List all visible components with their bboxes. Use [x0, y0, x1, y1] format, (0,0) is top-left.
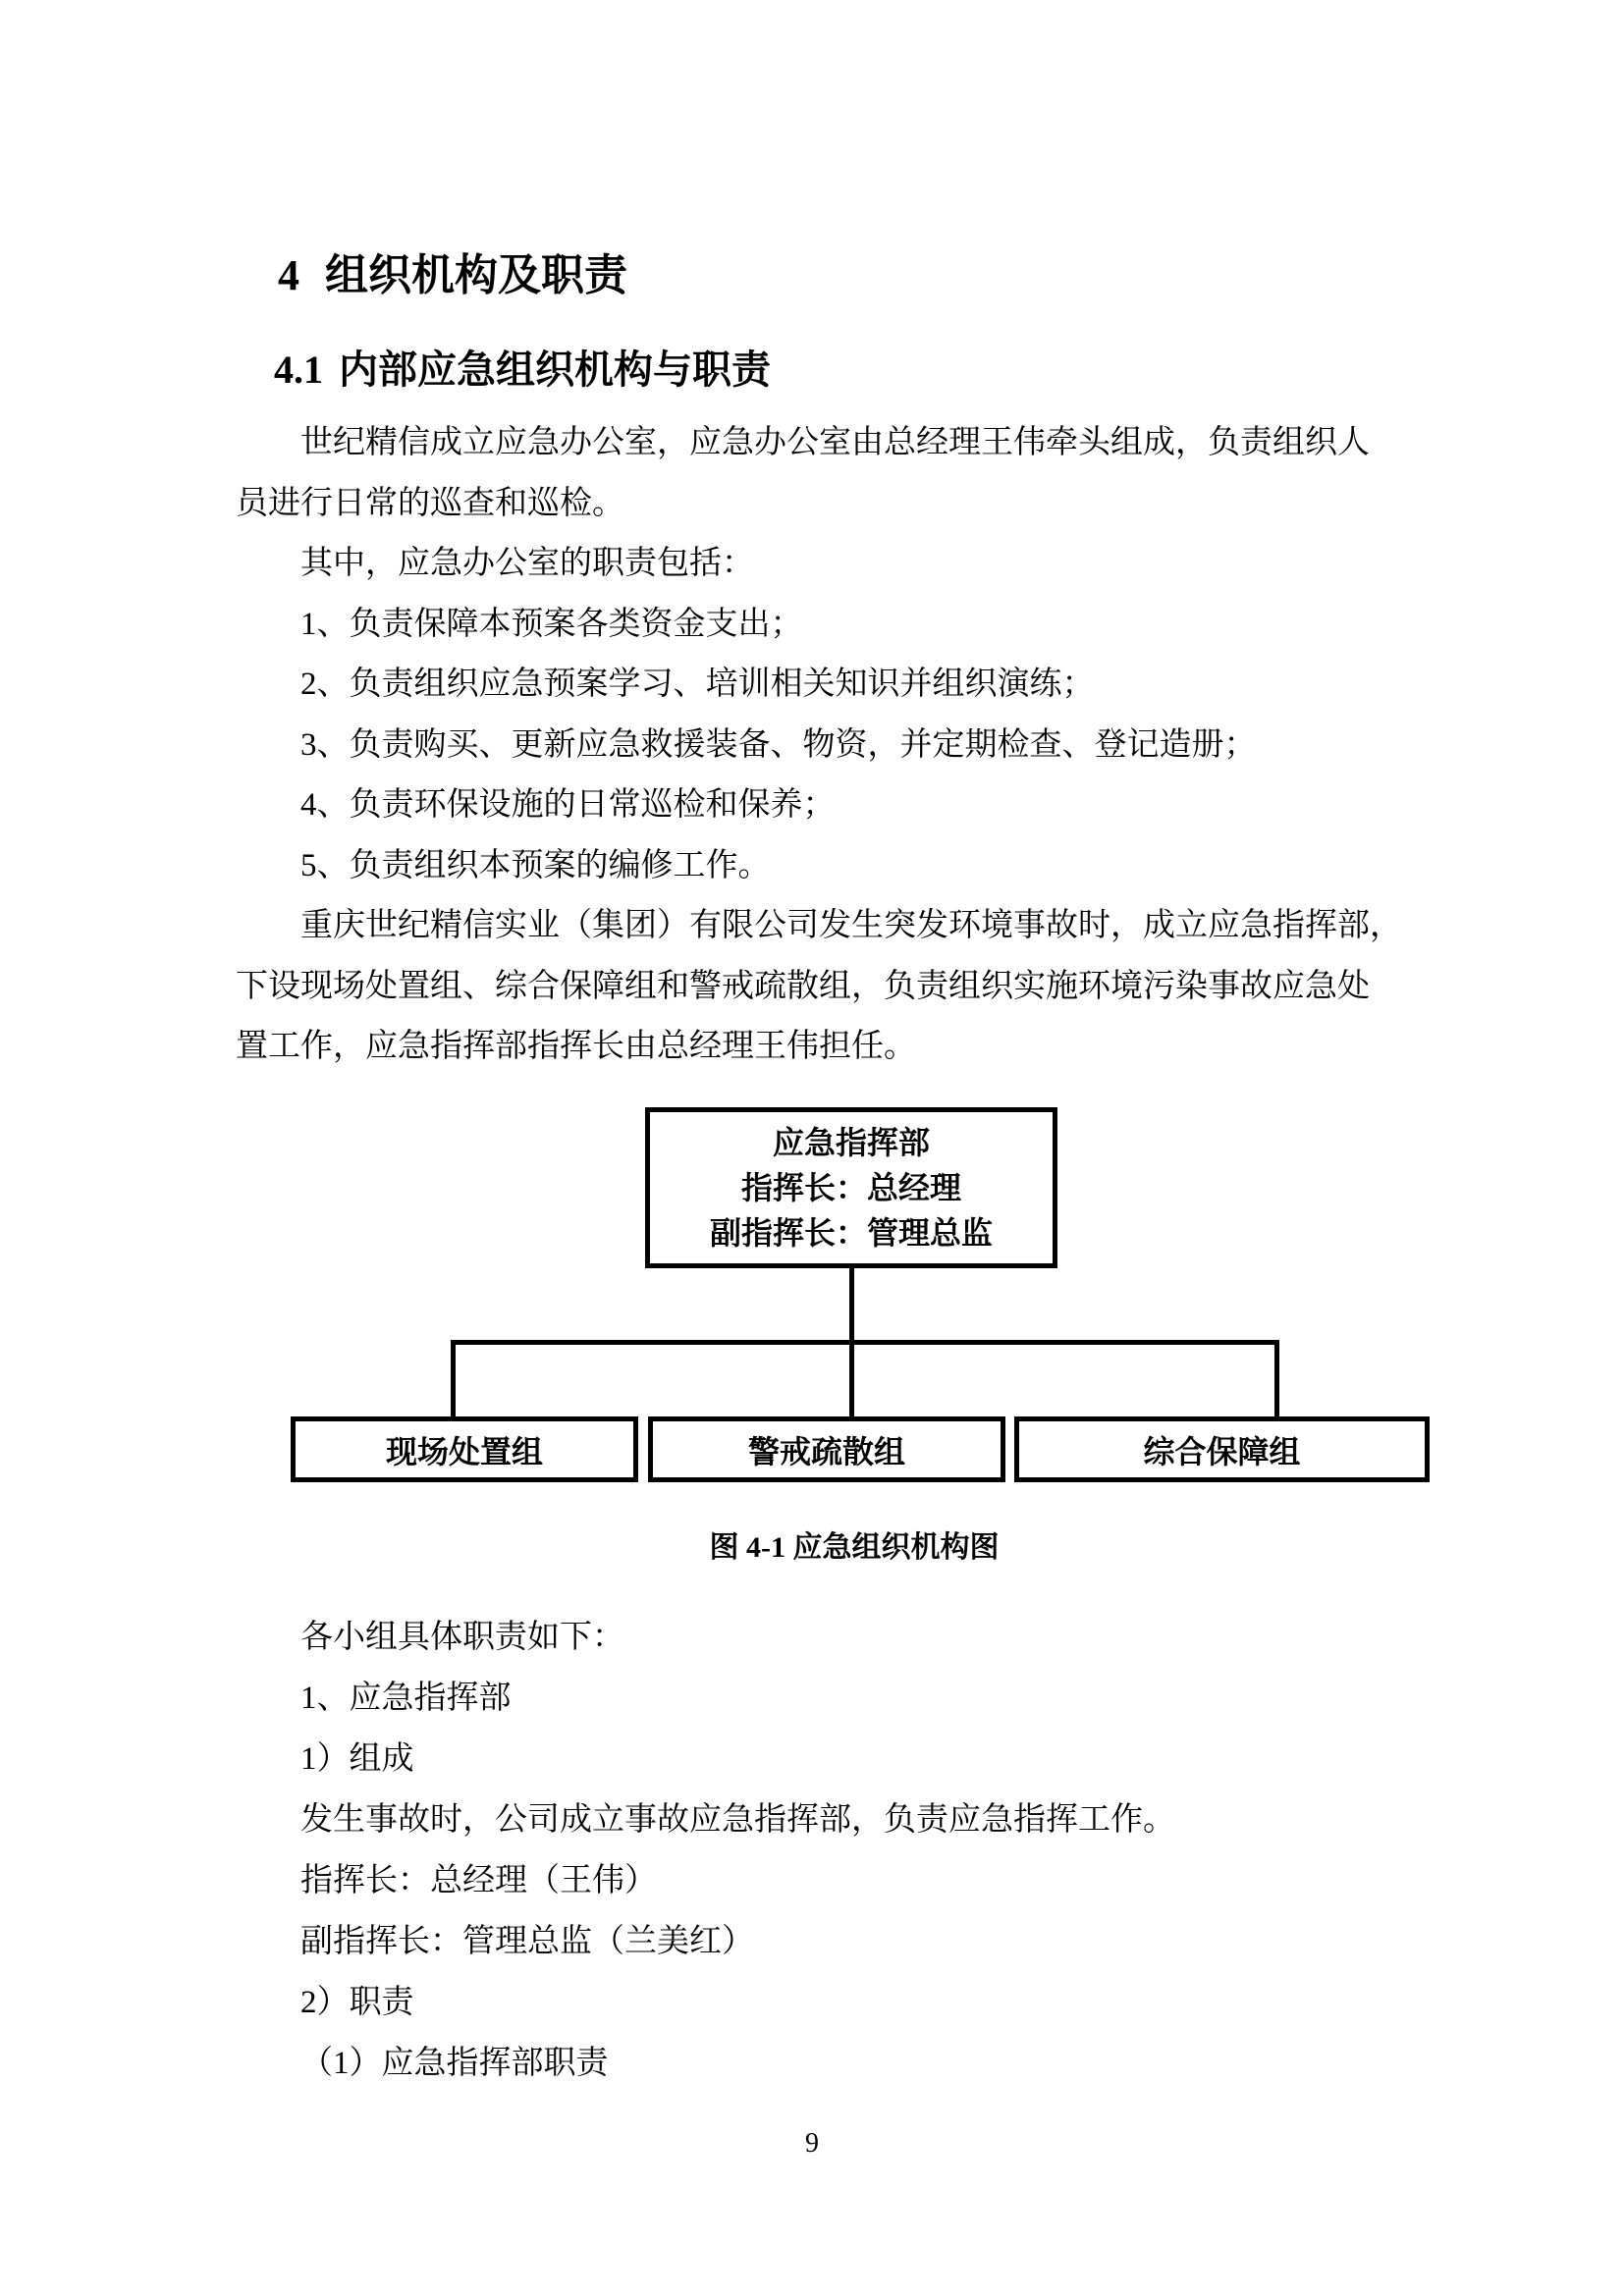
- lower-paragraphs: [236, 1603, 1404, 2090]
- body-line: 4、负责环保设施的日常巡检和保养；: [300, 787, 836, 824]
- body-line: 置工作，应急指挥部指挥长由总经理王伟担任。: [236, 1029, 916, 1065]
- connector-line: [451, 1343, 456, 1416]
- body-line: 其中，应急办公室的职责包括：: [300, 546, 754, 582]
- section-title: 组织机构及职责: [325, 251, 627, 299]
- connector-line: [451, 1340, 1279, 1345]
- body-line: 副指挥长：管理总监（兰美红）: [300, 1923, 754, 1959]
- body-line: 1、负责保障本预案各类资金支出；: [300, 606, 803, 642]
- body-line: 发生事故时，公司成立事故应急指挥部，负责应急指挥工作。: [300, 1801, 1175, 1838]
- body-line: 各小组具体职责如下：: [300, 1619, 624, 1655]
- section-number: 4: [278, 251, 299, 299]
- command-box-chief: 指挥长：总经理: [740, 1170, 961, 1205]
- subsection-number: 4.1: [274, 347, 323, 392]
- command-box-deputy-chief: 副指挥长：管理总监: [709, 1215, 993, 1251]
- body-line: （1）应急指挥部职责: [300, 2045, 609, 2081]
- body-line: 1）组成: [300, 1740, 414, 1777]
- body-line: 指挥长：总经理（王伟）: [300, 1862, 657, 1898]
- body-line: 员进行日常的巡查和巡检。: [236, 485, 624, 521]
- body-line: 2、负责组织应急预案学习、培训相关知识并组织演练；: [300, 667, 1095, 703]
- body-line: 3、负责购买、更新应急救援装备、物资，并定期检查、登记造册；: [300, 726, 1257, 763]
- body-line: 2）职责: [300, 1984, 414, 2020]
- connector-line: [1274, 1343, 1279, 1416]
- org-chart-box-onsite-group: 现场处置组: [291, 1416, 638, 1482]
- body-line: 5、负责组织本预案的编修工作。: [300, 847, 771, 883]
- org-chart-box-support-group: 综合保障组: [1014, 1416, 1430, 1482]
- connector-line: [849, 1343, 854, 1416]
- body-line: 1、应急指挥部: [300, 1680, 512, 1716]
- figure-caption: 图 4-1 应急组织机构图: [709, 1531, 1000, 1564]
- org-chart-box-command: [645, 1107, 1057, 1268]
- body-line: 世纪精信成立应急办公室，应急办公室由总经理王伟牵头组成，负责组织人: [300, 425, 1370, 461]
- subsection-title: 内部应急组织机构与职责: [339, 347, 771, 392]
- connector-line: [849, 1268, 854, 1343]
- upper-paragraphs: [236, 409, 1404, 1074]
- body-line: 重庆世纪精信实业（集团）有限公司发生突发环境事故时，成立应急指挥部，: [300, 908, 1402, 944]
- command-box-title: 应急指挥部: [772, 1125, 930, 1160]
- body-line: 下设现场处置组、综合保障组和警戒疏散组，负责组织实施环境污染事故应急处: [236, 968, 1370, 1004]
- page-number: 9: [805, 2128, 819, 2159]
- org-chart-box-warning-group: 警戒疏散组: [648, 1416, 1005, 1482]
